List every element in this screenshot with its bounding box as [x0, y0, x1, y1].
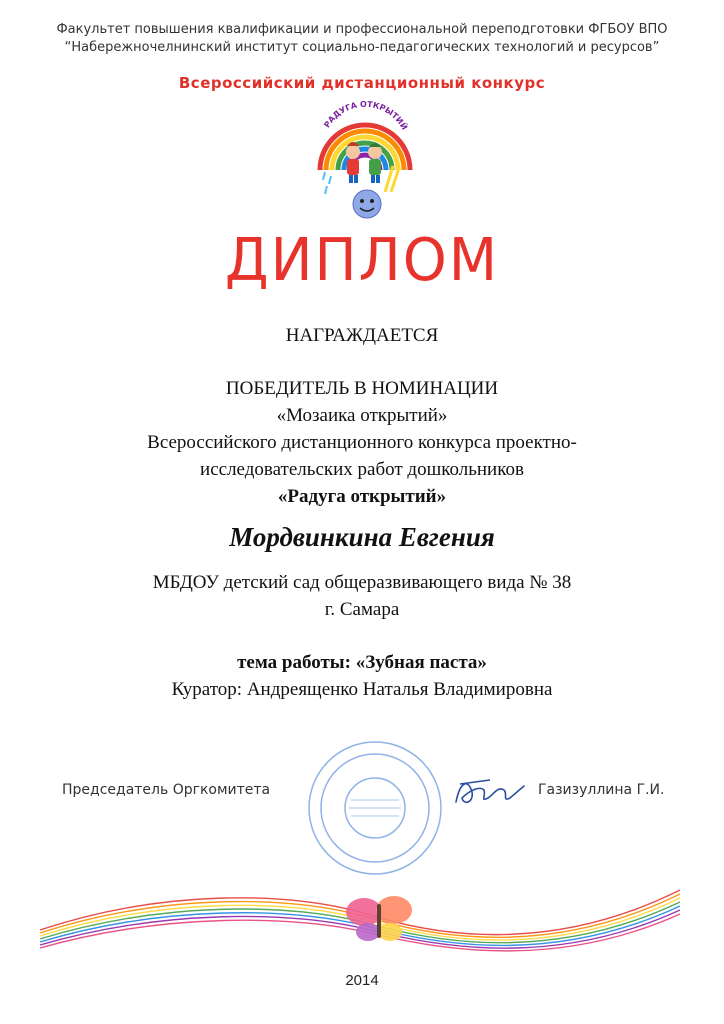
- contest-name: «Радуга открытий»: [277, 486, 447, 507]
- institution-name: МБДОУ детский сад общеразвивающего вида № 38: [152, 572, 572, 593]
- contest-description-line-2: исследовательских работ дошкольников: [200, 459, 524, 480]
- awarded-label: НАГРАЖДАЕТСЯ: [285, 325, 439, 346]
- handwritten-signature-icon: [450, 772, 530, 812]
- document-title: ДИПЛОМ: [224, 226, 500, 295]
- chairman-name: Газизуллина Г.И.: [538, 782, 665, 798]
- contest-title: Всероссийский дистанционный конкурс: [178, 74, 546, 92]
- chairman-title: Председатель Оргкомитета: [62, 782, 271, 798]
- work-topic: тема работы: «Зубная паста»: [237, 652, 487, 673]
- nomination-name: «Мозаика открытий»: [276, 405, 448, 426]
- official-seal-icon: [305, 738, 445, 878]
- header-institution-line-2: “Набережночелнинский институт социально-педагогических технологий и ресурсов”: [64, 40, 660, 55]
- recipient-name: Мордвинкина Евгения: [229, 522, 495, 552]
- curator: Куратор: Андреященко Наталья Владимировна: [171, 679, 553, 700]
- rainbow-ribbon-decoration: [40, 870, 680, 970]
- institution-city: г. Самара: [324, 599, 400, 620]
- header-institution-line-1: Факультет повышения квалификации и профессиональной переподготовки ФГБОУ ВПО: [56, 22, 668, 37]
- nomination-winner: ПОБЕДИТЕЛЬ В НОМИНАЦИИ: [225, 378, 499, 399]
- contest-description-line-1: Всероссийского дистанционного конкурса проектно-: [147, 432, 577, 453]
- svg-text:РАДУГА ОТКРЫТИЙ: РАДУГА ОТКРЫТИЙ: [322, 100, 410, 132]
- rainbow-children-logo-icon: [305, 100, 425, 225]
- year: 2014: [345, 972, 379, 989]
